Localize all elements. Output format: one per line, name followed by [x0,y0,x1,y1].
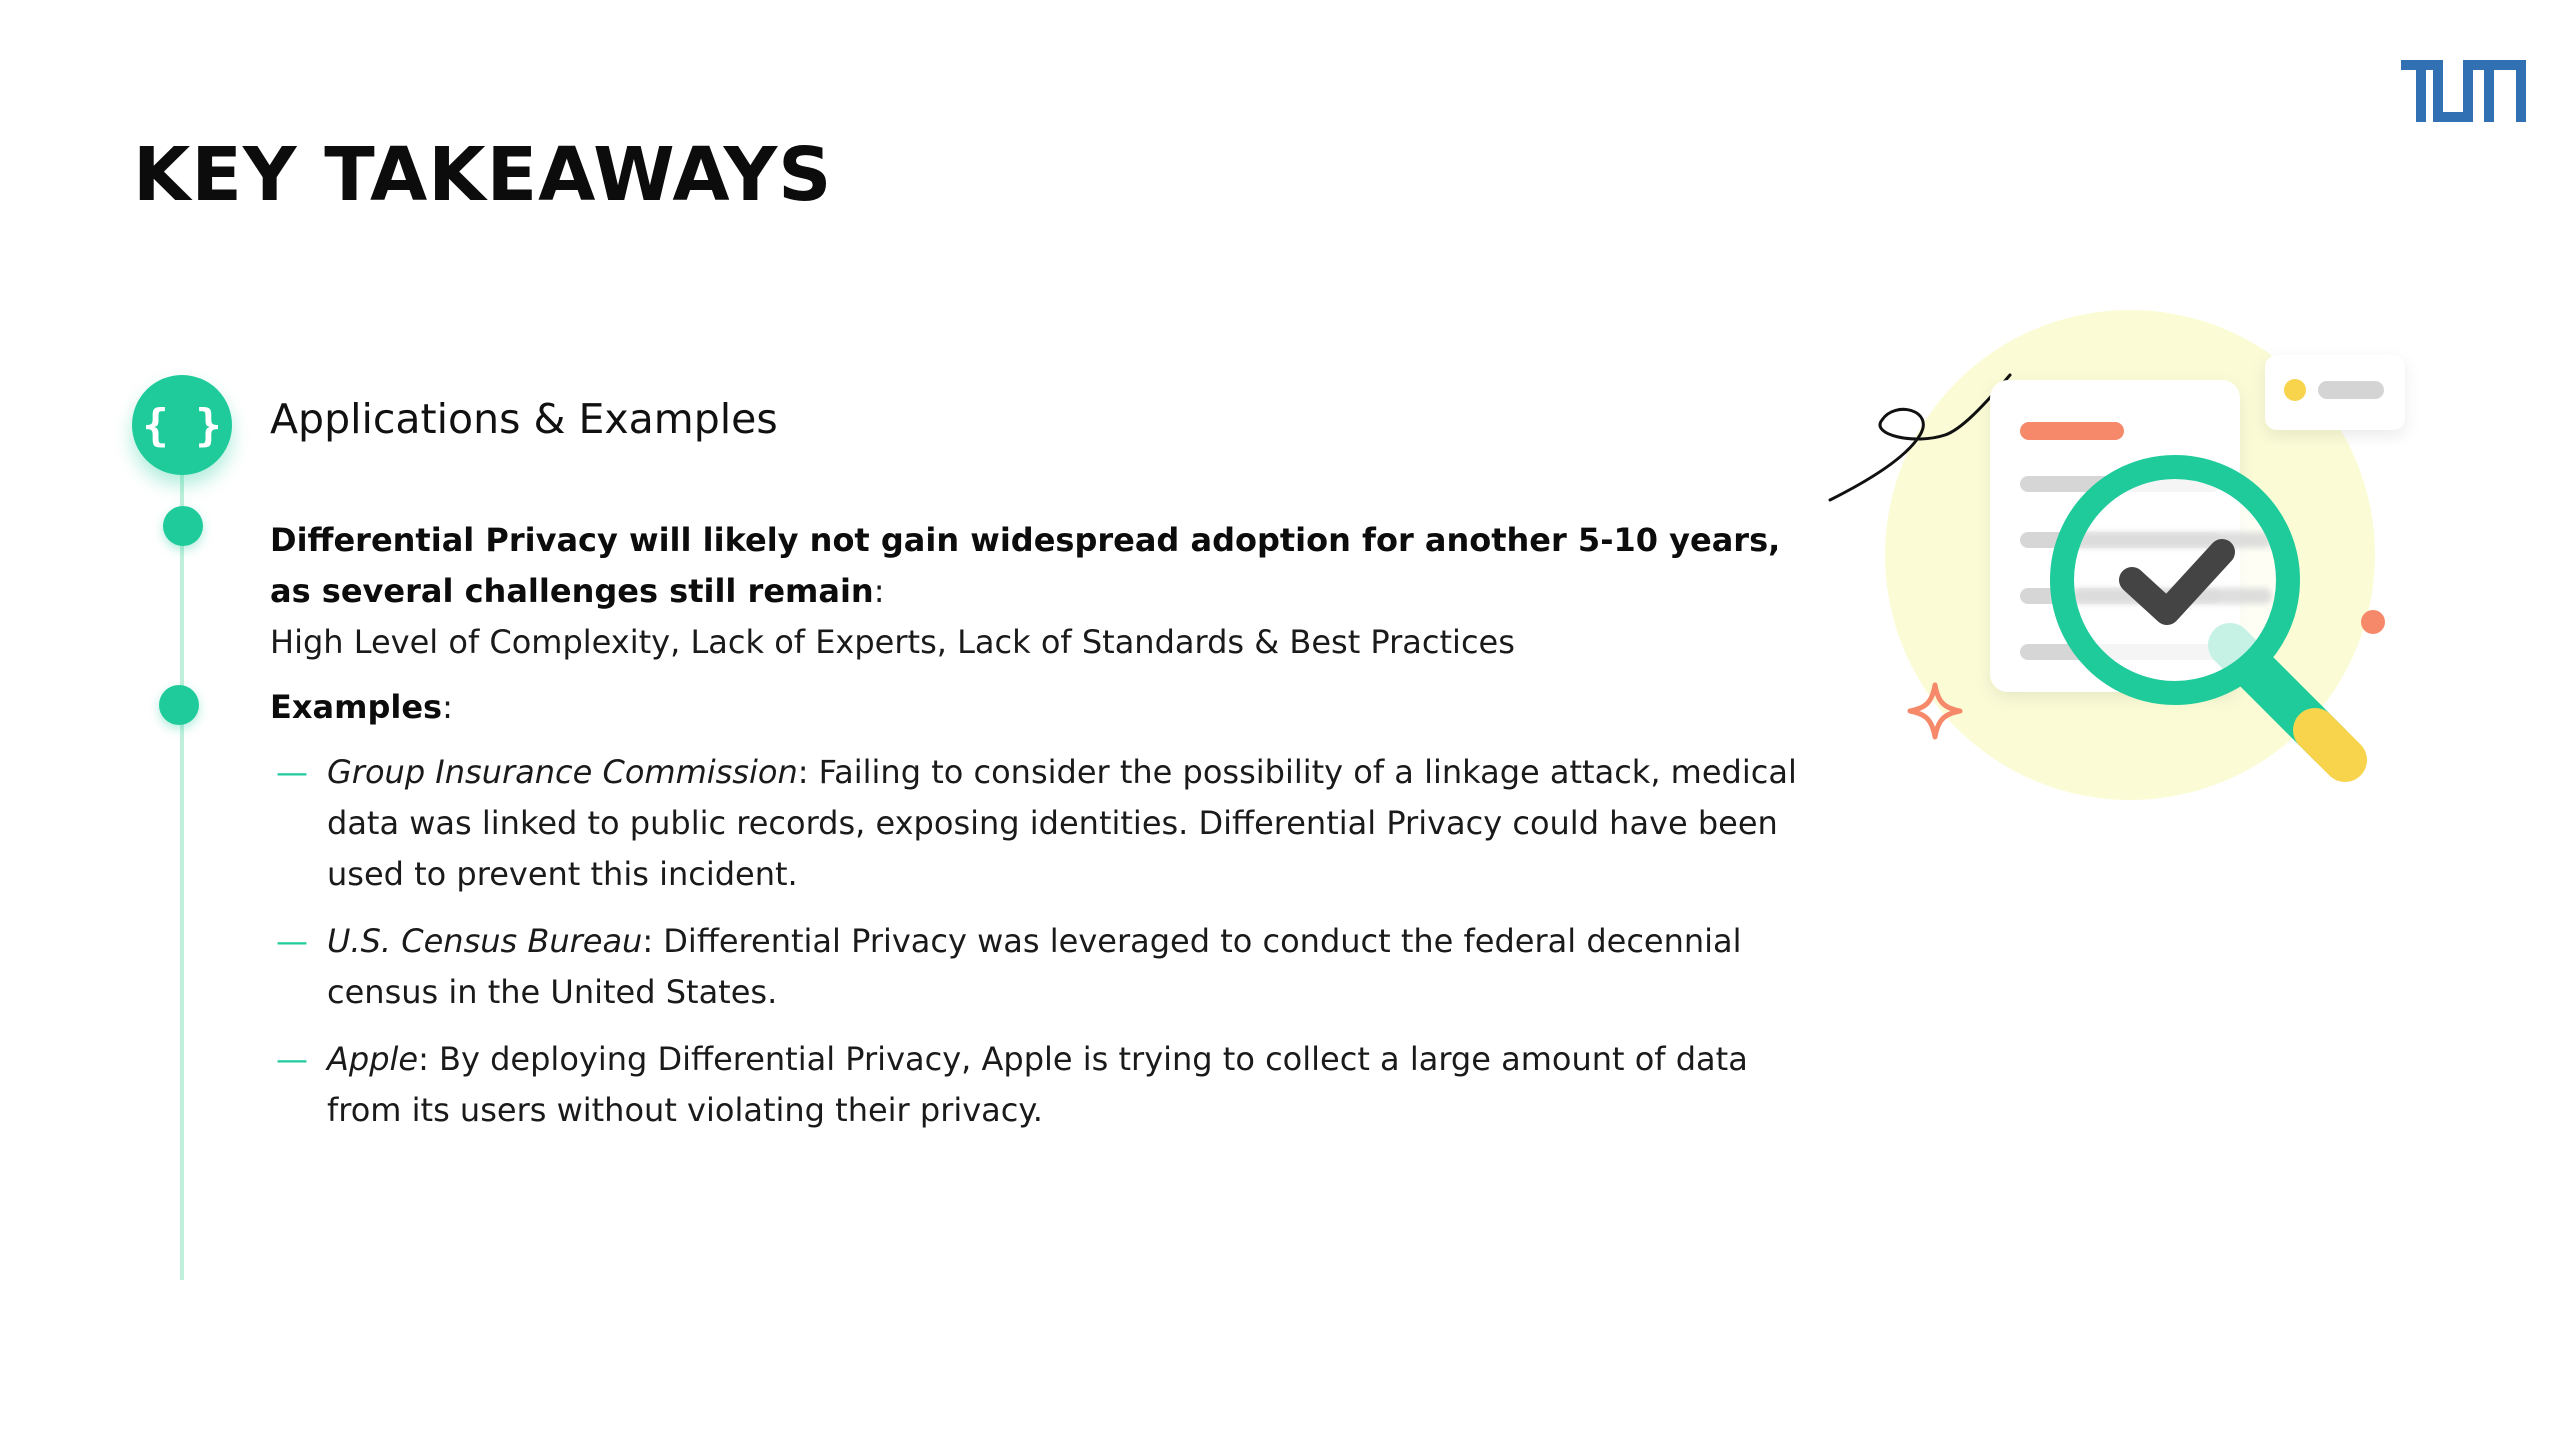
example-name: Group Insurance Commission [327,753,798,791]
examples-label-bold: Examples [270,688,443,726]
curly-braces-glyph: { } [142,399,222,451]
list-item [270,916,1820,1018]
document-magnifier-check-icon [1810,300,2450,820]
document-title-bar [2020,422,2124,440]
examples-label-suffix: : [442,688,453,726]
dash-bullet: — [276,922,308,960]
examples-list [270,747,1820,1136]
example-text: : Differential Privacy was leveraged to conduct the federal decennial census in the United States. [327,922,1742,1011]
list-item [270,1034,1820,1136]
accent-dot [2361,610,2385,634]
dash-bullet: — [276,1040,308,1078]
example-text: : By deploying Differential Privacy, Apple is trying to collect a large amount of data from its users without violating their privacy. [327,1040,1748,1129]
magnifier-handle-tip [2315,730,2345,760]
content-body [270,515,1820,1152]
timeline-dot [159,685,199,725]
challenges-text: High Level of Complexity, Lack of Experts, Lack of Standards & Best Practices [270,623,1515,661]
list-item [270,747,1820,900]
slide-title: KEY TAKEAWAYS [133,132,833,218]
lead-suffix: : [873,572,885,610]
example-name: U.S. Census Bureau [327,922,643,960]
curly-braces-icon [132,375,232,475]
example-name: Apple [327,1040,419,1078]
examples-label [270,682,1820,733]
lead-bold-text: Differential Privacy will likely not gain widespread adoption for another 5-10 years, as several challenges still remain [270,521,1781,610]
timeline-dot [163,506,203,546]
small-card-dot [2284,379,2306,401]
section-heading: Applications & Examples [270,395,778,443]
example-text: : Failing to consider the possibility of a linkage attack, medical data was linked to public records, exposing identities. Differential Privacy could have been used to prevent this incident. [327,753,1797,893]
lead-paragraph [270,515,1820,617]
timeline-line [180,470,184,1280]
tum-logo [2401,60,2526,122]
small-card-bar [2318,381,2384,399]
dash-bullet: — [276,753,308,791]
